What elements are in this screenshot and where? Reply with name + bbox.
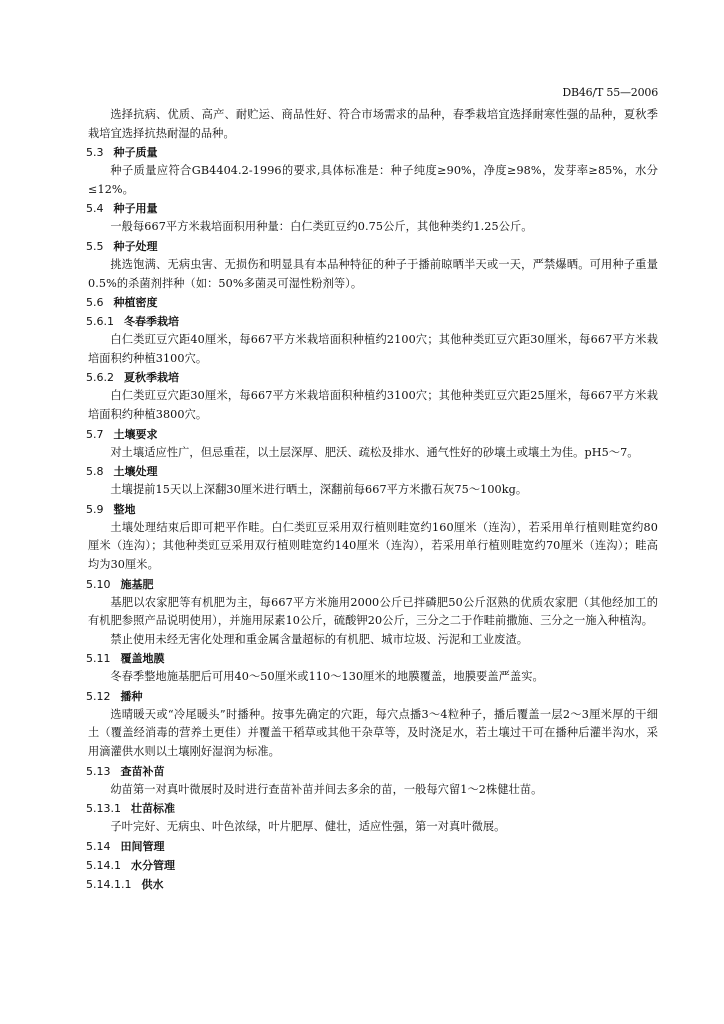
section-number: 5.6	[86, 296, 104, 310]
section-number: 5.5	[86, 239, 104, 253]
body-paragraph: 基肥以农家肥等有机肥为主，每667平方米施用2000公斤已拌磷肥50公斤沤熟的优质农家肥（其他经加工的有机肥参照产品说明使用），并施用尿素10公斤，硫酸钾20公斤，三分之二于作畦前撒施、三分之一施入种植沟。	[88, 595, 658, 628]
body-paragraph: 禁止使用未经无害化处理和重金属含量超标的有机肥、城市垃圾、污泥和工业废渣。	[110, 632, 529, 646]
section-heading	[86, 687, 658, 706]
body-paragraph: 子叶完好、无病虫、叶色浓绿，叶片肥厚、健壮，适应性强，第一对真叶微展。	[110, 820, 506, 834]
standard-code: DB46/T 55—2006	[562, 86, 658, 99]
body-paragraph: 选晴暖天或“冷尾暖头”时播种。按事先确定的穴距，每穴点播3～4粒种子，播后覆盖一层2～3厘米厚的干细土（覆盖经消毒的营养土更佳）并覆盖干稻草或其他干杂草等，及时浇足水，若土壤过干可在播种后灌半沟水，采用滴灌供水则以土壤刚好湿润为标准。	[88, 707, 658, 759]
section-number: 5.3	[86, 146, 104, 160]
body-paragraph: 一般每667平方米栽培面积用种量：白仁类豇豆约0.75公斤，其他种类约1.25公斤。	[110, 220, 533, 234]
section-title: 整地	[113, 502, 136, 516]
body-paragraph: 选择抗病、优质、高产、耐贮运、商品性好、符合市场需求的品种，春季栽培宜选择耐寒性强的品种，夏秋季栽培宜选择抗热耐湿的品种。	[88, 108, 658, 140]
section-title: 覆盖地膜	[120, 652, 165, 666]
section-number: 5.14	[86, 839, 111, 853]
section-title: 土壤要求	[113, 427, 158, 441]
body-paragraph: 白仁类豇豆穴距40厘米，每667平方米栽培面积种植约2100穴；其他种类豇豆穴距30厘米，每667平方米栽培面积约种植3100穴。	[88, 333, 658, 365]
body-paragraph: 土壤处理结束后即可耙平作畦。白仁类豇豆采用双行植则畦宽约160厘米（连沟），若采用单行植则畦宽约80厘米（连沟）；其他种类豇豆采用双行植则畦宽约140厘米（连沟），若采用单行植则畦宽约70厘米（连沟）；畦高均为30厘米。	[88, 520, 658, 571]
section-number: 5.7	[86, 427, 104, 441]
section-title: 土壤处理	[113, 465, 158, 479]
section-heading	[86, 199, 658, 218]
body-paragraph: 土壤提前15天以上深翻30厘米进行晒土，深翻前每667平方米撒石灰75～100kg。	[110, 483, 528, 497]
body-paragraph: 白仁类豇豆穴距30厘米，每667平方米栽培面积种植约3100穴；其他种类豇豆穴距25厘米，每667平方米栽培面积约种植3800穴。	[88, 389, 658, 421]
section-number: 5.12	[86, 689, 111, 703]
body-paragraph: 幼苗第一对真叶微展时及时进行查苗补苗并间去多余的苗，一般每穴留1～2株健壮苗。	[110, 782, 543, 796]
section-heading	[86, 237, 658, 256]
section-heading	[86, 649, 658, 668]
section-heading	[86, 875, 658, 894]
section-title: 供水	[141, 877, 164, 891]
section-heading	[86, 368, 658, 387]
section-title: 夏秋季栽培	[124, 371, 179, 385]
section-title: 查苗补苗	[120, 764, 165, 778]
section-heading	[86, 799, 658, 818]
section-heading	[86, 143, 658, 162]
section-heading	[86, 425, 658, 444]
section-number: 5.13.1	[86, 802, 121, 816]
section-title: 水分管理	[131, 858, 175, 872]
section-number: 5.6.2	[86, 371, 114, 385]
body-paragraph: 冬春季整地施基肥后可用40～50厘米或110～130厘米的地膜覆盖，地膜要盖严盖实。	[110, 670, 544, 684]
section-number: 5.8	[86, 465, 104, 479]
section-heading	[86, 500, 658, 519]
section-title: 种子用量	[113, 202, 158, 216]
section-heading	[86, 462, 658, 481]
section-title: 播种	[120, 689, 143, 703]
document-body	[88, 106, 658, 894]
section-heading	[86, 312, 658, 331]
body-paragraph: 挑选饱满、无病虫害、无损伤和明显具有本品种特征的种子于播前晾晒半天或一天，严禁爆晒。可用种子重量0.5%的杀菌剂拌种（如：50%多菌灵可湿性粉剂等）。	[88, 257, 658, 290]
body-paragraph: 种子质量应符合GB4404.2-1996的要求,具体标准是：种子纯度≥90%，净度≥98%，发芽率≥85%，水分≤12%。	[88, 164, 658, 196]
section-title: 种子处理	[113, 239, 158, 253]
section-title: 施基肥	[120, 577, 154, 591]
section-number: 5.13	[86, 764, 111, 778]
section-title: 壮苗标准	[131, 802, 175, 816]
section-heading	[86, 856, 658, 875]
body-paragraph: 对土壤适应性广，但忌重茬，以土层深厚、肥沃、疏松及排水、通气性好的砂壤土或壤土为佳。pH5～7。	[110, 445, 639, 459]
section-number: 5.9	[86, 502, 104, 516]
section-heading	[86, 762, 658, 781]
section-title: 田间管理	[120, 839, 165, 853]
section-number: 5.14.1.1	[86, 877, 132, 891]
section-number: 5.14.1	[86, 858, 121, 872]
section-number: 5.6.1	[86, 315, 114, 329]
section-number: 5.11	[86, 652, 111, 666]
section-title: 种植密度	[113, 296, 158, 310]
section-title: 冬春季栽培	[124, 315, 179, 329]
section-heading	[86, 293, 658, 312]
section-number: 5.10	[86, 577, 111, 591]
section-title: 种子质量	[113, 146, 158, 160]
section-number: 5.4	[86, 202, 104, 216]
section-heading	[86, 837, 658, 856]
section-heading	[86, 575, 658, 594]
